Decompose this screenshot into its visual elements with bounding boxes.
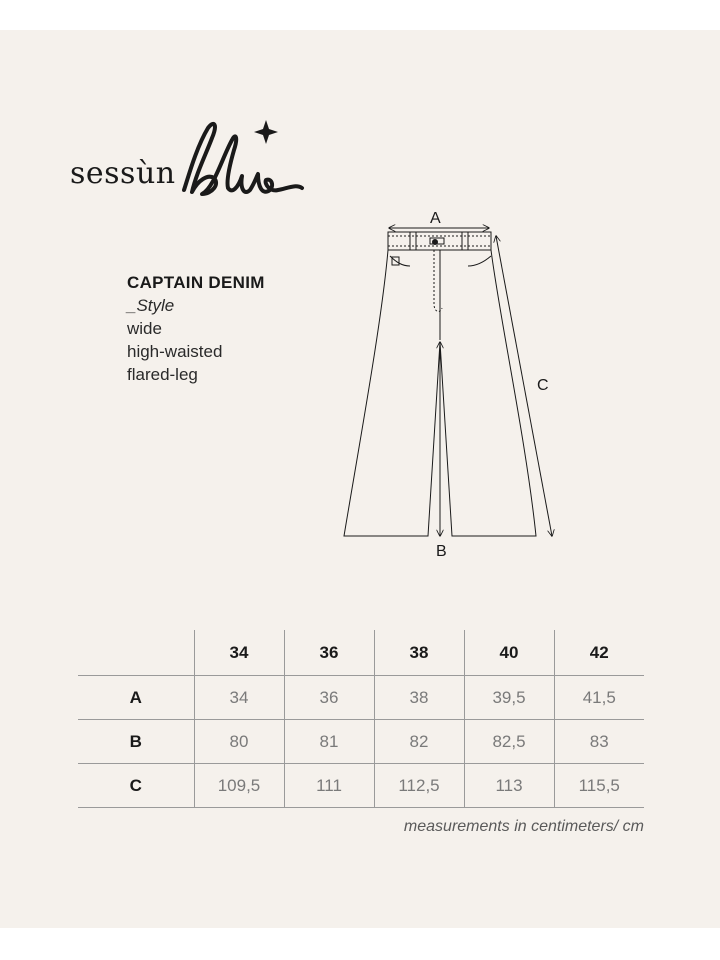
pants-diagram — [330, 200, 580, 560]
star-icon — [254, 120, 278, 144]
row-label: B — [78, 720, 194, 764]
button-icon — [432, 239, 438, 245]
table-cell: 115,5 — [554, 764, 644, 808]
table-cell: 80 — [194, 720, 284, 764]
brand-name: sessùn — [70, 156, 176, 191]
size-header: 38 — [374, 630, 464, 676]
brand-logo — [70, 118, 310, 203]
table-cell: 113 — [464, 764, 554, 808]
size-table — [78, 630, 644, 808]
size-header: 40 — [464, 630, 554, 676]
table-cell: 41,5 — [554, 676, 644, 720]
row-label: A — [78, 676, 194, 720]
style-line-1: wide — [127, 319, 162, 338]
table-cell: 38 — [374, 676, 464, 720]
table-cell: 36 — [284, 676, 374, 720]
table-cell: 82 — [374, 720, 464, 764]
style-line-3: flared-leg — [127, 365, 198, 384]
row-label: C — [78, 764, 194, 808]
style-line-2: high-waisted — [127, 342, 223, 361]
dimension-c-label: C — [537, 377, 549, 394]
dimension-b-label: B — [436, 543, 447, 560]
style-heading: _Style — [127, 296, 175, 315]
table-cell: 109,5 — [194, 764, 284, 808]
table-cell: 111 — [284, 764, 374, 808]
size-corner-cell — [78, 630, 194, 676]
measurement-note: measurements in centimeters/ cm — [403, 818, 644, 835]
size-header-row — [78, 630, 644, 676]
table-row — [78, 764, 644, 808]
table-cell: 82,5 — [464, 720, 554, 764]
table-cell: 81 — [284, 720, 374, 764]
dimension-a-label: A — [430, 210, 441, 227]
table-row — [78, 676, 644, 720]
table-cell: 83 — [554, 720, 644, 764]
table-cell: 39,5 — [464, 676, 554, 720]
product-description — [127, 272, 265, 386]
table-row — [78, 720, 644, 764]
size-guide-sheet — [0, 30, 720, 928]
brand-script-blue — [178, 118, 308, 203]
product-name: CAPTAIN DENIM — [127, 273, 265, 292]
table-cell: 34 — [194, 676, 284, 720]
size-header: 42 — [554, 630, 644, 676]
size-header: 34 — [194, 630, 284, 676]
size-header: 36 — [284, 630, 374, 676]
table-cell: 112,5 — [374, 764, 464, 808]
